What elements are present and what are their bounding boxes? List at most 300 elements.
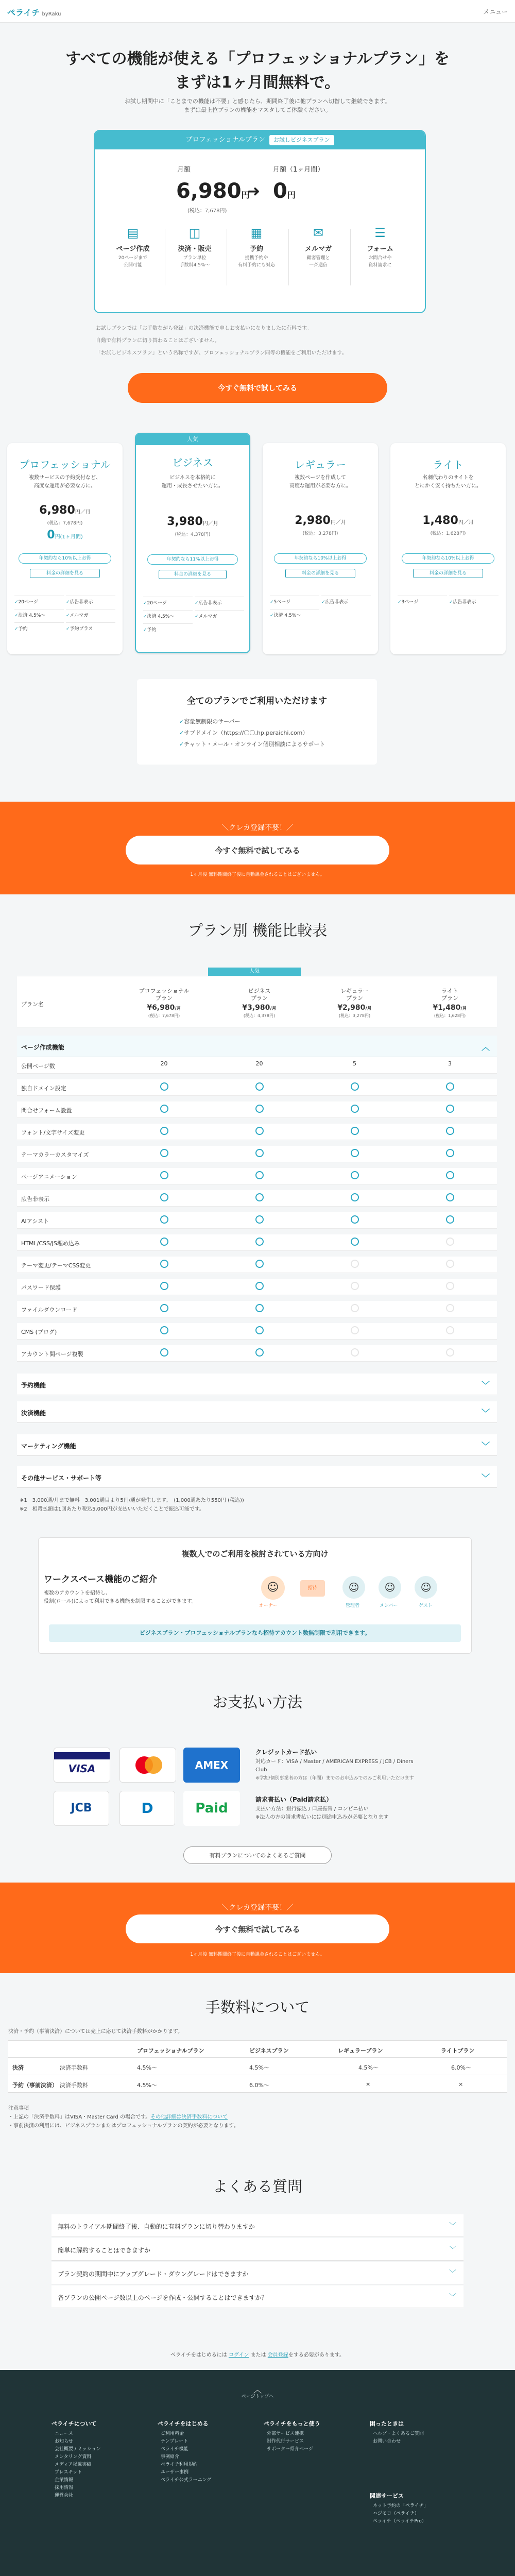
circle-icon xyxy=(160,1348,168,1357)
available-icon xyxy=(307,1193,402,1203)
monthly-price xyxy=(176,179,250,203)
price-unit: 円／月 xyxy=(458,520,474,526)
workspace-top: 複数人でのご利用を検討されている方向け xyxy=(181,1549,329,1558)
plan-tax: (税込：4,378円) xyxy=(175,532,211,537)
col-name2: プラン xyxy=(346,995,363,1002)
circle-icon xyxy=(255,1215,264,1224)
footer-link[interactable]: プレスキット xyxy=(55,2470,82,2475)
footer-link[interactable]: ヘルプ・よくあるご質問 xyxy=(373,2431,424,2436)
unavailable-icon xyxy=(402,1348,497,1358)
compare-header xyxy=(17,976,497,1027)
plan-tax: (税込：1,628円) xyxy=(430,531,466,536)
amex-card-icon: AMEX xyxy=(183,1748,240,1783)
fee-notes xyxy=(8,2104,239,2130)
footer-col-title: 関連サービス xyxy=(370,2493,404,2499)
payment-icon: ◫ xyxy=(188,226,201,240)
available-icon xyxy=(116,1326,212,1336)
login-tail: をする必要があります。 xyxy=(288,2352,345,2358)
visa-label: VISA xyxy=(68,1762,96,1775)
unavailable-icon xyxy=(402,1282,497,1292)
available-icon xyxy=(116,1238,212,1247)
plan-yearly-badge: 年契約なら11%以上お得 xyxy=(147,554,238,565)
plan-check: ✓ 広告非表示 xyxy=(195,597,244,609)
circle-dim-icon xyxy=(351,1348,359,1357)
category-payment[interactable] xyxy=(17,1401,497,1423)
available-icon xyxy=(402,1127,497,1137)
circle-dim-icon xyxy=(446,1260,454,1268)
category-label: マーケティング機能 xyxy=(21,1443,76,1450)
plan-desc-line1: 名刺代わりのサイトを xyxy=(422,475,474,481)
monthly-tax: (税込：7,678円) xyxy=(187,208,227,214)
circle-icon xyxy=(160,1326,168,1334)
role-admin: 管理者 xyxy=(346,1603,360,1608)
col-tax: (税込：4,378円) xyxy=(243,1013,276,1018)
hero-sub-line1: お試し期間中に「ことまでの機能は不要」と感じたら、期間終了後に他プランへ切替して継続できます。 xyxy=(124,98,391,105)
monthly-price-value: 6,980 xyxy=(176,179,242,203)
col-price-value: ¥6,980 xyxy=(147,1004,175,1012)
paid-logo-icon: Paid xyxy=(183,1791,240,1826)
plan-name: プロフェッショナル xyxy=(19,459,111,471)
trial-card xyxy=(94,130,426,313)
category-label: その他サービス・サポート等 xyxy=(21,1475,102,1482)
circle-dim-icon xyxy=(351,1282,359,1290)
login-or: または xyxy=(250,2352,266,2358)
fee-note-link[interactable]: その他詳細は決済手数料について xyxy=(150,2114,228,2120)
chevron-up-icon: ︿ xyxy=(481,1042,490,1052)
compare-row xyxy=(17,1234,497,1251)
circle-dim-icon xyxy=(351,1326,359,1334)
fee-value: 4.5%〜 xyxy=(137,2082,157,2089)
fee-header: プロフェッショナルプラン xyxy=(137,2047,204,2054)
plan-desc-line1: 複数ページを作成して xyxy=(295,475,346,481)
unavailable-icon xyxy=(402,1304,497,1314)
plan-check: ✓ メルマガ xyxy=(66,609,115,621)
cta-band-note: ＼クレカ登録不要！／ xyxy=(221,1904,294,1912)
circle-icon xyxy=(160,1282,168,1290)
fee-row-payment xyxy=(8,2058,507,2075)
footer-link[interactable]: 外部サービス連携 xyxy=(267,2431,304,2436)
faq-item[interactable] xyxy=(52,2262,464,2284)
jcb-card-icon: JCB xyxy=(54,1791,109,1826)
available-icon xyxy=(116,1193,212,1203)
invite-label: 招待 xyxy=(300,1580,325,1597)
col-price-value: ¥1,480 xyxy=(433,1004,461,1012)
login-link[interactable]: ログイン xyxy=(228,2352,249,2358)
invoice-desc-line2: ※法人の方の請求書払いには別途申込みが必要となります xyxy=(255,1815,389,1820)
circle-icon xyxy=(255,1304,264,1312)
divider xyxy=(288,229,289,285)
owner-avatar-icon: ☺ xyxy=(261,1576,285,1600)
compare-row xyxy=(17,1345,497,1362)
chevron-up-icon[interactable]: ︿ xyxy=(253,2385,262,2395)
plan-desc-line1: 複数サービスの予約受付など、 xyxy=(29,475,101,481)
circle-icon xyxy=(351,1215,359,1224)
plan-price xyxy=(263,514,378,527)
footer-link[interactable]: ハジモヨ（ペライチ） xyxy=(373,2511,419,2516)
footer-link[interactable]: ペライチ機能 xyxy=(161,2447,188,2452)
compare-row-label: 広告非表示 xyxy=(21,1196,49,1202)
plan-desc xyxy=(269,474,372,490)
trial-head-text: プロフェッショナルプラン xyxy=(185,136,265,144)
plan-name: ライト xyxy=(433,459,464,471)
plan-check: ✓ 予約 xyxy=(143,623,193,636)
footer-link[interactable]: 事例紹介 xyxy=(161,2454,180,2460)
member-avatar-icon: ☺ xyxy=(379,1576,401,1599)
footer-link[interactable]: ネット予約の「ペライチ」 xyxy=(373,2503,428,2509)
footer-link[interactable]: ペライチ利用規約 xyxy=(161,2462,198,2467)
plan-card-regular xyxy=(263,443,378,654)
footer-link[interactable]: 運営会社 xyxy=(55,2493,74,2498)
plan-label: プラン名 xyxy=(21,1001,44,1008)
col-tax: (税込：7,678円) xyxy=(148,1013,180,1018)
compare-note: ※2 相殺払額は1回あたり税込5,000円が支払いいただくことで振込可能です。 xyxy=(20,1506,204,1512)
plan-price-value: 2,980 xyxy=(295,514,331,527)
fees-header-row xyxy=(8,2040,507,2058)
cta-band-button[interactable]: 今すぐ無料で試してみる xyxy=(126,1914,389,1943)
cta-band xyxy=(0,802,515,894)
price-unit: 円／月 xyxy=(202,521,218,527)
footer-link[interactable]: 制作代行サービス xyxy=(267,2439,304,2444)
fees-intro: 決済・予約（事前決済）については売上に応じて決済手数料がかかります。 xyxy=(8,2029,183,2035)
plan-desc-line1: ビジネスを本格的に xyxy=(169,475,216,481)
available-icon xyxy=(307,1127,402,1137)
fee-note-text: ・上記の「決済手数料」はVISA・Master Card の場合です。 xyxy=(8,2114,151,2120)
compare-row-label: ページアニメーション xyxy=(21,1174,77,1180)
faq-item[interactable] xyxy=(52,2285,464,2308)
circle-icon xyxy=(255,1282,264,1290)
feature-desc xyxy=(291,255,345,269)
feature-title: メルマガ xyxy=(304,245,332,253)
role-owner: オーナー xyxy=(259,1603,278,1608)
feature-desc-line2: 資料請求に xyxy=(368,263,392,268)
plan-name: レギュラー xyxy=(295,459,346,471)
available-icon xyxy=(212,1282,307,1292)
plan-detail-link[interactable]: 料金の詳細を見る xyxy=(413,569,483,578)
feature-desc xyxy=(106,255,160,269)
compare-row xyxy=(17,1212,497,1229)
workspace-desc-line1: 複数のアカウントを招待し、 xyxy=(44,1590,111,1596)
circle-icon xyxy=(160,1193,168,1201)
compare-row-label: 公開ページ数 xyxy=(21,1063,55,1070)
feature-payment xyxy=(168,226,221,269)
available-icon xyxy=(212,1260,307,1269)
fee-value: 6.0%〜 xyxy=(451,2064,471,2071)
col-price-value: ¥2,980 xyxy=(337,1004,366,1012)
plan-check: ✓ 予約 xyxy=(14,622,64,635)
footer-link[interactable]: サポーター紹介ページ xyxy=(267,2447,313,2452)
page-icon: ▤ xyxy=(127,226,139,240)
available-icon xyxy=(212,1171,307,1181)
logo-sub: byRaku xyxy=(42,11,61,17)
footer-link[interactable]: メンタリング資料 xyxy=(55,2454,92,2460)
trial-badge: お試しビジネスプラン xyxy=(269,135,334,145)
cc-desc-line3: ※学割/個別事業者の方は（年間）までのお申込みでのみご利用いただけます xyxy=(255,1776,414,1781)
arrow-right-icon: ➜ xyxy=(247,182,261,200)
compare-row-label: 独自ドメイン設定 xyxy=(21,1085,66,1092)
footer-col-title: ペライチをもっと使う xyxy=(264,2420,320,2427)
compare-notes xyxy=(20,1496,244,1514)
fee-value: 6.0%〜 xyxy=(249,2082,269,2089)
feature-desc-line1: 提携予約や xyxy=(245,256,268,261)
available-icon xyxy=(212,1304,307,1314)
trial-price xyxy=(273,179,296,203)
fee-note-line1 xyxy=(8,2113,239,2122)
chevron-down-icon: ﹀ xyxy=(481,1408,490,1418)
plan-yearly-badge: 年契約なら10%以上お得 xyxy=(274,553,367,564)
circle-icon xyxy=(255,1326,264,1334)
compare-row-label: CMS (ブログ) xyxy=(21,1329,57,1335)
compare-row xyxy=(17,1301,497,1317)
calendar-icon: ▦ xyxy=(250,226,263,240)
compare-row-label: HTML/CSS/JS埋め込み xyxy=(21,1240,80,1247)
category-marketing[interactable] xyxy=(17,1434,497,1456)
form-icon: ☰ xyxy=(374,226,386,240)
footer-link[interactable]: お問い合わせ xyxy=(373,2439,401,2444)
compare-col-professional xyxy=(116,988,212,1020)
fee-type: 決済手数料 xyxy=(60,2082,88,2089)
plan-name: ビジネス xyxy=(172,456,213,469)
faq-title: よくある質問 xyxy=(212,2178,302,2195)
circle-icon xyxy=(160,1127,168,1135)
fee-value: 4.5%〜 xyxy=(249,2064,269,2071)
plan-yearly-badge: 年契約なら10%以上お得 xyxy=(402,553,494,564)
available-icon xyxy=(212,1215,307,1225)
available-icon xyxy=(402,1105,497,1114)
col-name2: プラン xyxy=(251,995,268,1002)
available-icon xyxy=(212,1193,307,1203)
plan-trial-note: 円(1ヶ月間) xyxy=(55,534,83,540)
col-name: ビジネス xyxy=(248,988,271,994)
plan-desc xyxy=(142,474,243,490)
hero-title xyxy=(0,47,515,95)
faq-item[interactable] xyxy=(52,2214,464,2237)
footer-col-title: ペライチをはじめる xyxy=(158,2420,209,2427)
compare-row-label: 問合せフォーム設置 xyxy=(21,1107,72,1114)
compare-row xyxy=(17,1279,497,1295)
compare-row xyxy=(17,1168,497,1184)
trial-card-header xyxy=(95,131,425,149)
feature-mailmag xyxy=(291,226,345,269)
footer-link[interactable]: メディア掲載実績 xyxy=(55,2462,92,2467)
feature-desc-line2: 公開可能 xyxy=(123,263,142,268)
footer-link[interactable]: ご利用料金 xyxy=(161,2431,184,2436)
available-icon xyxy=(116,1105,212,1114)
category-page[interactable] xyxy=(17,1036,497,1057)
plan-detail-link[interactable]: 料金の詳細を見る xyxy=(285,569,355,578)
circle-icon xyxy=(255,1149,264,1157)
plan-price xyxy=(390,514,506,527)
guest-avatar-icon: ☺ xyxy=(415,1576,437,1599)
monthly-price-unit: 円 xyxy=(241,190,250,200)
common-title: 全てのプランでご利用いただけます xyxy=(187,696,327,706)
available-icon xyxy=(307,1082,402,1092)
circle-icon xyxy=(351,1171,359,1179)
cta-band-button[interactable]: 今すぐ無料で試してみる xyxy=(126,836,389,865)
circle-icon xyxy=(351,1149,359,1157)
category-label: 決済機能 xyxy=(21,1410,46,1417)
available-icon xyxy=(212,1149,307,1159)
menu-button[interactable]: メニュー xyxy=(483,8,508,15)
col-name: ライト xyxy=(441,988,458,994)
trial-note: 「お試しビジネスプラン」という名称ですが、プロフェッショナルプラン同等の機能をご利用いただけます。 xyxy=(96,350,347,356)
available-icon xyxy=(116,1348,212,1358)
compare-col-business xyxy=(212,988,307,1020)
circle-icon xyxy=(446,1105,454,1113)
circle-icon xyxy=(160,1171,168,1179)
col-name: レギュラー xyxy=(340,988,369,994)
plan-check: ✓ 5ページ xyxy=(270,596,319,608)
available-icon xyxy=(212,1105,307,1114)
compare-row-label: テーマ変更/テーマCSS変更 xyxy=(21,1262,91,1269)
col-name2: プラン xyxy=(156,995,173,1002)
chevron-down-icon: ﹀ xyxy=(481,1473,490,1483)
logo[interactable] xyxy=(7,6,61,18)
plan-check: ✓ 20ページ xyxy=(143,597,193,609)
workspace-banner: ビジネスプラン・プロフェッショナルプランなら招待アカウント数無制限で利用できます。 xyxy=(49,1624,461,1642)
circle-icon xyxy=(446,1127,454,1135)
available-icon xyxy=(212,1127,307,1137)
feature-desc xyxy=(230,255,283,269)
circle-icon xyxy=(160,1304,168,1312)
feature-desc-line1: 20ページまで xyxy=(118,256,148,261)
site-header xyxy=(0,0,515,23)
footer-link[interactable]: ペライチ（ペライチPro） xyxy=(373,2519,426,2524)
mail-icon: ✉ xyxy=(313,226,324,240)
plan-trial-price xyxy=(7,529,123,541)
available-icon xyxy=(402,1171,497,1181)
plan-detail-link[interactable]: 料金の詳細を見る xyxy=(159,570,227,579)
col-price xyxy=(116,1004,212,1012)
footer-link[interactable]: ニュース xyxy=(55,2431,73,2436)
plan-check: ✓ 決済 4.5%〜 xyxy=(14,609,64,621)
circle-icon xyxy=(255,1171,264,1179)
circle-icon xyxy=(446,1149,454,1157)
footer-link[interactable]: テンプレート xyxy=(161,2439,188,2444)
faq-question: 簡単に解約することはできますか xyxy=(58,2247,151,2254)
feature-desc xyxy=(168,255,221,269)
feature-desc-line2: 一斉送信 xyxy=(308,263,328,268)
footer-link[interactable]: 会社概要 / ミッション xyxy=(55,2447,101,2452)
compare-row xyxy=(17,1257,497,1273)
col-price-value: ¥3,980 xyxy=(242,1004,270,1012)
try-free-button[interactable]: 今すぐ無料で試してみる xyxy=(128,373,387,403)
circle-icon xyxy=(160,1238,168,1246)
cta-band-foot: 1ヶ月後 無料期間終了後に自動課金されることはございません。 xyxy=(190,872,325,877)
compare-row-label: AIアシスト xyxy=(21,1218,49,1225)
col-price xyxy=(307,1004,402,1012)
plan-check: ✓ 広告非表示 xyxy=(66,596,115,608)
circle-icon xyxy=(255,1260,264,1268)
circle-dim-icon xyxy=(351,1260,359,1268)
available-icon xyxy=(116,1304,212,1314)
hero-sub-line2: まずは最上位プランの機能をマスタしてご体験ください。 xyxy=(184,107,331,113)
role-guest: ゲスト xyxy=(419,1603,433,1608)
common-item: ✓ チャット・メール・オンライン個別相談によるサポート xyxy=(179,740,325,748)
common-features-box xyxy=(137,679,377,765)
unavailable-icon xyxy=(402,1326,497,1336)
available-icon xyxy=(116,1260,212,1269)
category-label: ページ作成機能 xyxy=(21,1044,64,1051)
fee-note-line2: ・事前決済の利用には、ビジネスプランまたはプロフェッショナルプランの契約が必要となります。 xyxy=(8,2123,239,2129)
category-label: 予約機能 xyxy=(21,1382,46,1389)
available-icon xyxy=(116,1215,212,1225)
trial-label: 月額（1ヶ月間） xyxy=(273,166,324,174)
faq-question: 各プランの公開ページ数以上のページを作成・公開することはできますか？ xyxy=(58,2294,268,2301)
col-price-unit: /月 xyxy=(365,1006,372,1011)
circle-icon xyxy=(446,1193,454,1201)
signup-link[interactable]: 会員登録 xyxy=(267,2352,288,2358)
category-other[interactable] xyxy=(17,1466,497,1488)
compare-row-label: パスワード保護 xyxy=(21,1284,61,1291)
role-member: メンバー xyxy=(380,1603,398,1608)
plan-check: ✓ 決済 4.5%〜 xyxy=(270,609,319,621)
plan-price xyxy=(136,515,249,528)
compare-row-label: テーマカラーカスタマイズ xyxy=(21,1151,89,1158)
trial-notes xyxy=(96,323,347,360)
plan-trial-price-value: 0 xyxy=(47,529,55,541)
page-top-link[interactable]: ページトップへ xyxy=(241,2394,274,2399)
plan-detail-link[interactable]: 料金の詳細を見る xyxy=(30,569,100,578)
hero-subtitle xyxy=(0,97,515,114)
plan-check: ✓ 決済 4.5%〜 xyxy=(143,610,193,622)
footer-col-title: ペライチについて xyxy=(52,2420,97,2427)
plan-check: ✓ 予約プラス xyxy=(66,622,115,635)
feature-title: ページ作成 xyxy=(116,245,150,253)
circle-icon xyxy=(255,1082,264,1091)
feature-title: 予約 xyxy=(249,245,263,253)
footer-link[interactable]: ペライチ公式ラーニング xyxy=(161,2478,212,2483)
footer-link[interactable]: お知らせ xyxy=(55,2439,73,2444)
monthly-label: 月額 xyxy=(177,166,191,174)
compare-row xyxy=(17,1124,497,1140)
trial-note: 自動で有料プランに切り替わることはございません。 xyxy=(96,338,220,344)
workspace-box xyxy=(38,1537,472,1654)
fee-type: 決済手数料 xyxy=(60,2064,88,2071)
footer-link[interactable]: 企業情報 xyxy=(55,2478,74,2483)
category-reservation[interactable] xyxy=(17,1374,497,1395)
trial-price-value: 0 xyxy=(273,179,287,203)
cc-desc-line1: 対応カード：VISA / Master / AMERICAN EXPRESS / JCB / Diners xyxy=(255,1759,414,1765)
circle-icon xyxy=(160,1215,168,1224)
login-text: ペライチをはじめるには xyxy=(170,2352,227,2358)
feature-form xyxy=(353,226,407,269)
circle-icon xyxy=(351,1193,359,1201)
price-unit: 円／月 xyxy=(330,520,346,526)
common-item: ✓ 容量無制限のサーバー xyxy=(179,717,241,725)
faq-question: プラン契約の期間中にアップグレード・ダウングレードはできますか xyxy=(58,2270,249,2278)
plan-check: ✓ 20ページ xyxy=(14,596,64,608)
available-icon xyxy=(402,1149,497,1159)
footer-col-title: 困ったときは xyxy=(370,2420,404,2427)
feature-desc-line2: 手数料4.5%〜 xyxy=(179,263,210,268)
faq-item[interactable] xyxy=(52,2238,464,2261)
compare-row xyxy=(17,1323,497,1340)
footer-link[interactable]: 採用情報 xyxy=(55,2485,74,2490)
available-icon xyxy=(212,1348,307,1358)
compare-note: ※1 3,000通/月まで無料 3,001通目より5円/通が発生します。 (1,000通あたり550円 (税込)) xyxy=(20,1498,244,1503)
unavailable-icon xyxy=(307,1326,402,1336)
col-price-unit: /月 xyxy=(460,1006,467,1011)
available-icon xyxy=(212,1326,307,1336)
plan-yearly-badge: 年契約なら10%以上お得 xyxy=(19,553,111,564)
compare-row xyxy=(17,1057,497,1074)
footer-link[interactable]: ユーザー事例 xyxy=(161,2470,189,2475)
plan-price-value: 3,980 xyxy=(167,515,203,528)
payment-faq-button[interactable]: 有料プランについてのよくあるご質問 xyxy=(183,1846,332,1864)
available-icon xyxy=(402,1082,497,1092)
admin-avatar-icon: ☺ xyxy=(342,1576,365,1599)
circle-icon xyxy=(351,1238,359,1246)
